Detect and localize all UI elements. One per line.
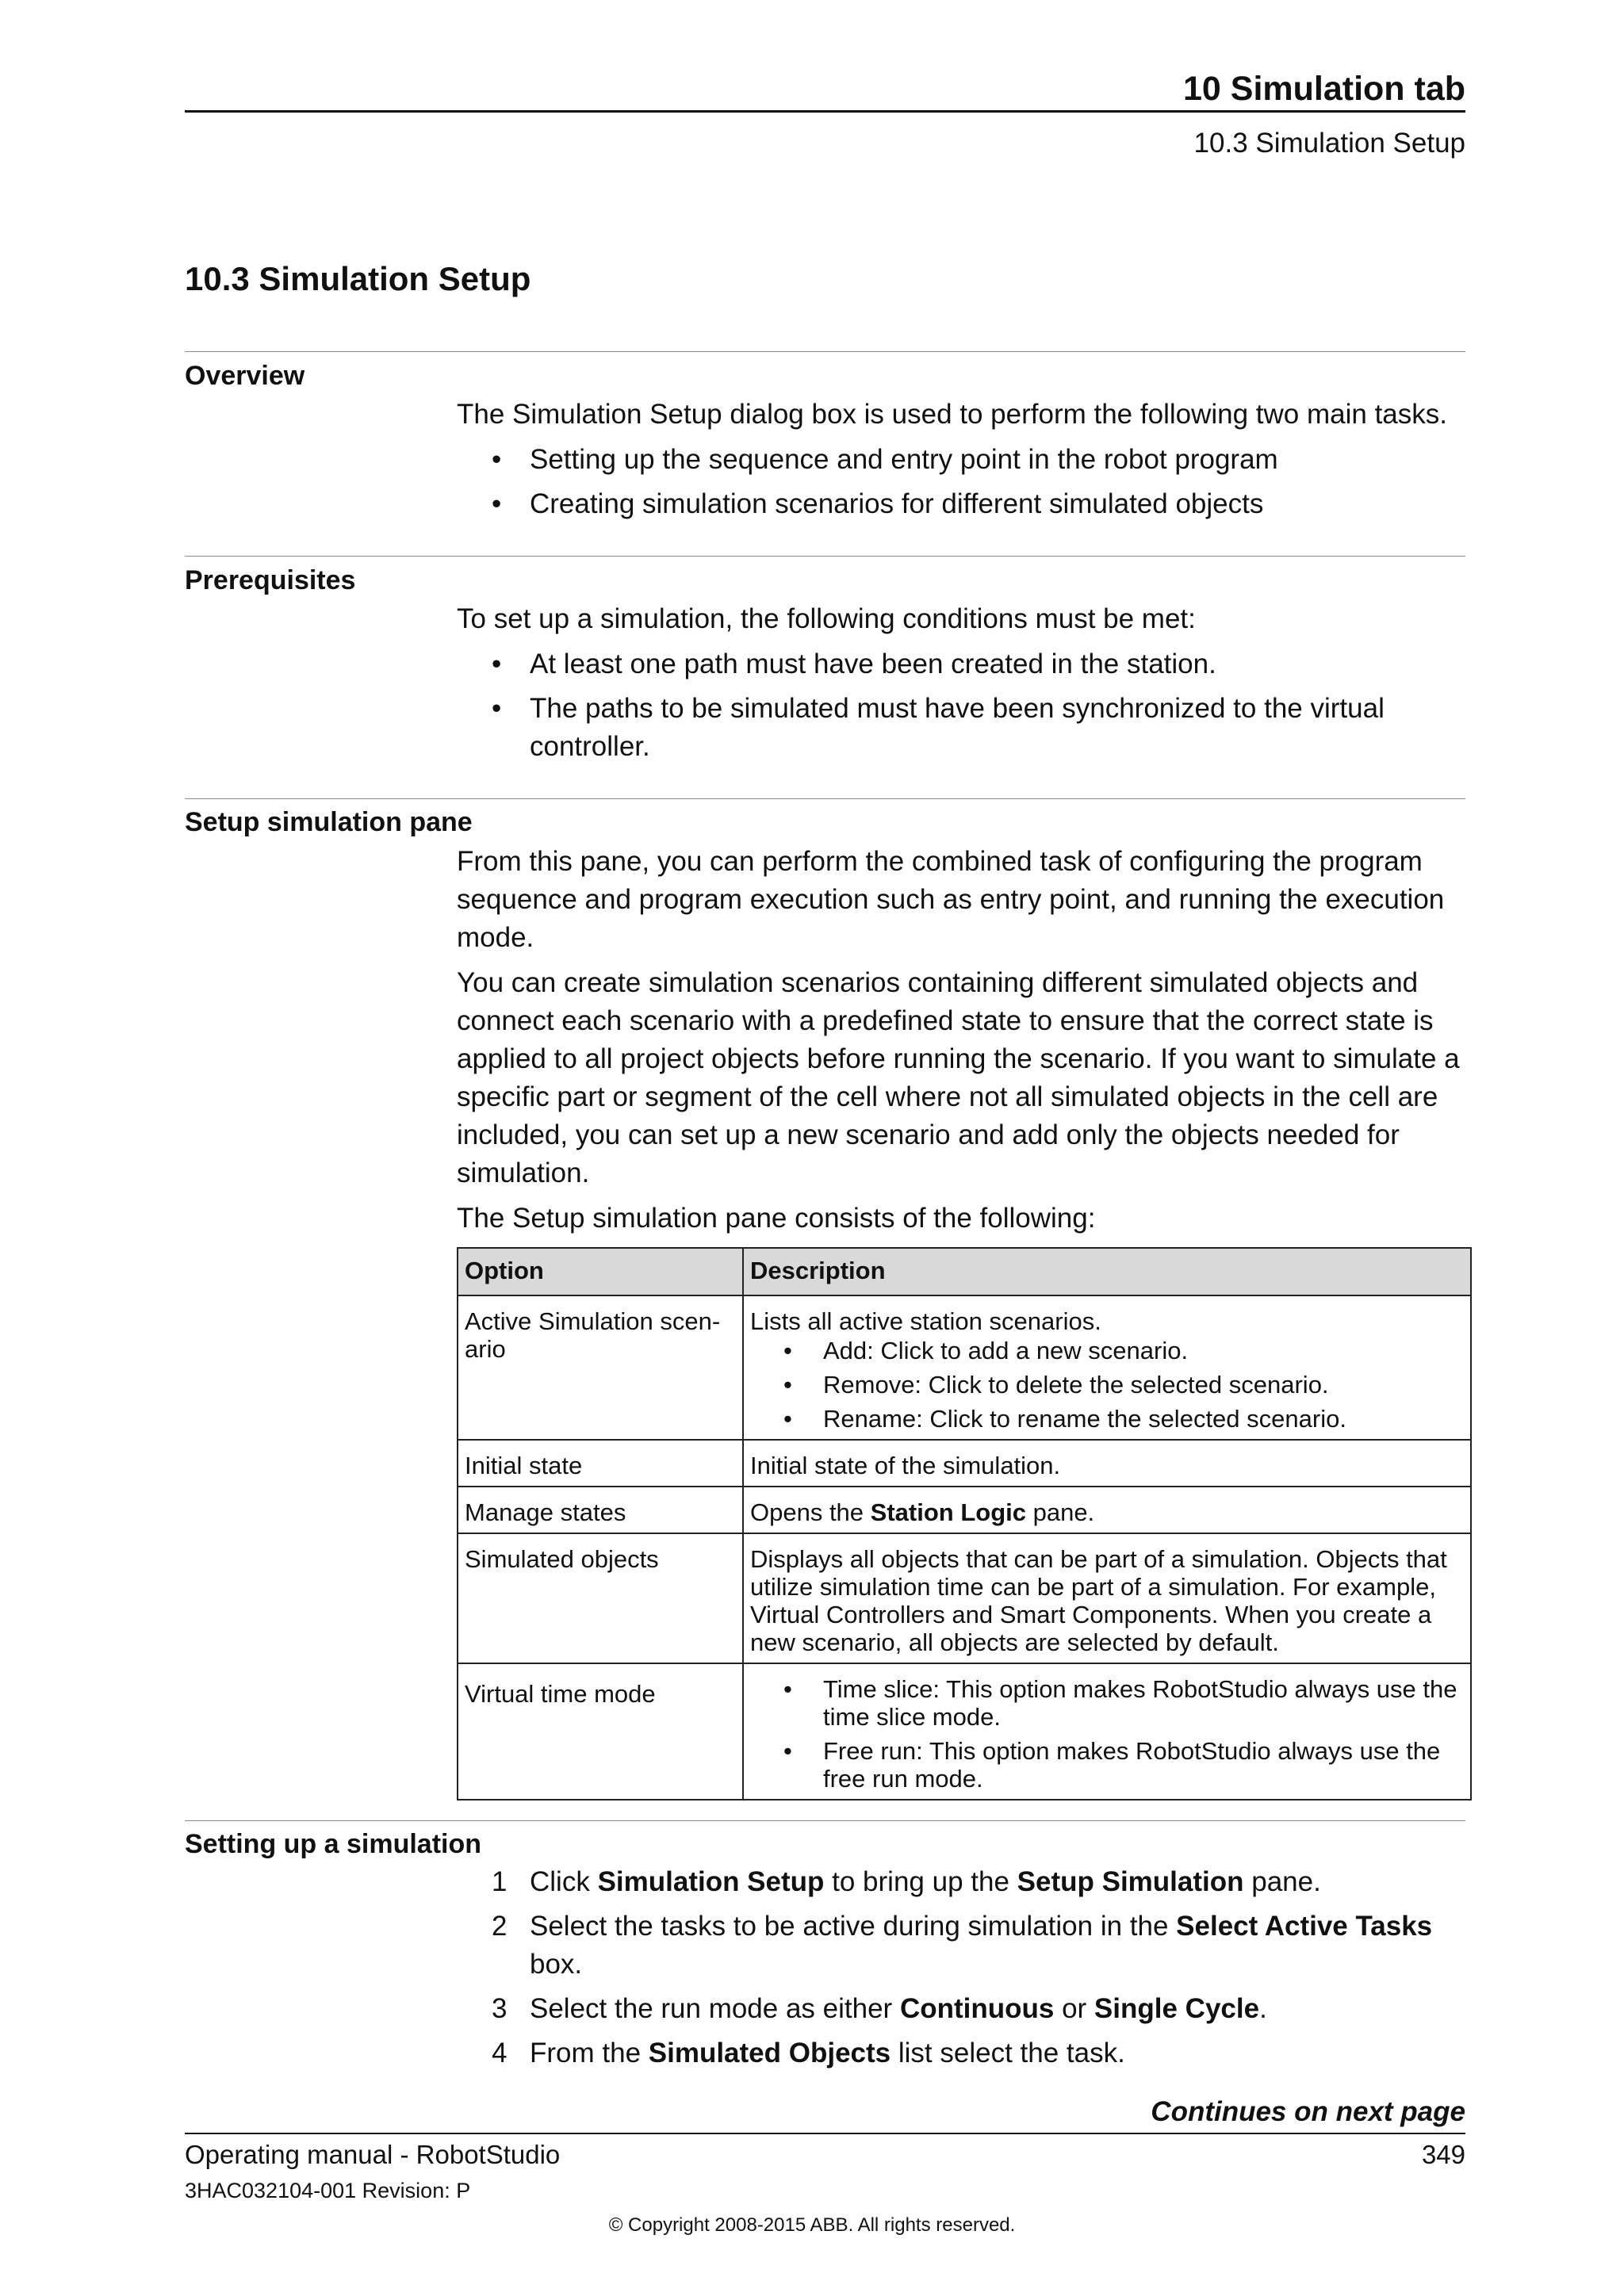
description-cell (743, 1663, 1471, 1800)
step-number: 1 (492, 1866, 508, 1897)
list-item: • Free run: This option makes RobotStudio always use the free run mode. (783, 1737, 1441, 1793)
option-cell: Manage states (458, 1487, 743, 1533)
prerequisites-label: Prerequisites (185, 565, 356, 595)
description-cell: Lists all active station scenarios. • Add: Click to add a new scenario. • Remove: Click to delete the selected scenario. • Rename: Click to rename the selected scenario. (743, 1295, 1471, 1440)
list-item: • Time slice: This option makes RobotStudio always use the time slice mode. (783, 1675, 1457, 1731)
prerequisites-bullet: • The paths to be simulated must have been synchronized to the virtual controller. (492, 690, 1427, 766)
list-item: • Add: Click to add a new scenario. (783, 1337, 1189, 1364)
setup-pane-paragraph: The Setup simulation pane consists of the following: (457, 1203, 1096, 1234)
table-header-row (458, 1248, 1471, 1295)
option-cell: Virtual time mode (458, 1663, 743, 1800)
table-row (458, 1440, 1471, 1487)
overview-intro: The Simulation Setup dialog box is used to perform the following two main tasks. (457, 399, 1447, 430)
options-table (457, 1247, 1472, 1800)
step-item: 4 From the Simulated Objects list select the task. (492, 2034, 1467, 2072)
description-cell: Opens the Station Logic pane. (743, 1487, 1471, 1533)
option-cell: Active Simulation scen-ario (458, 1295, 743, 1440)
bullet-icon: • (783, 1675, 792, 1703)
description-cell: Initial state of the simulation. (743, 1440, 1471, 1487)
step-number: 4 (492, 2038, 508, 2068)
prerequisites-bullet: • At least one path must have been created in the station. (492, 645, 1467, 683)
bullet-icon: • (492, 488, 502, 519)
table-row (458, 1533, 1471, 1663)
option-cell: Simulated objects (458, 1533, 743, 1663)
overview-bullet: • Creating simulation scenarios for different simulated objects (492, 485, 1467, 523)
step-item: 3 Select the run mode as either Continuous or Single Cycle. (492, 1990, 1467, 2028)
step-item: 2 Select the tasks to be active during simulation in the Select Active Tasks box. (492, 1908, 1467, 1984)
setup-pane-paragraph: From this pane, you can perform the combined task of configuring the program sequence and program execution such as entry point, and running the execution mode. (457, 846, 1445, 953)
option-cell: Initial state (458, 1440, 743, 1487)
setup-pane-paragraph: You can create simulation scenarios containing different simulated objects and connect each scenario with a predefined state to ensure that the correct state is applied to all project objects before running the scenario. If you want to simulate a specific part or segment of the cell where not all simulated objects in the cell are included, you can set up a new scenario and add only the objects needed for simulation. (457, 967, 1460, 1188)
bullet-icon: • (783, 1371, 792, 1399)
table-row (458, 1487, 1471, 1533)
list-item: • Rename: Click to rename the selected scenario. (783, 1405, 1346, 1433)
page-number: 349 (1421, 2140, 1465, 2169)
option-column-header: Option (458, 1248, 743, 1295)
document-id: 3HAC032104-001 Revision: P (185, 2179, 471, 2202)
overview-divider (185, 351, 1465, 352)
description-column-header: Description (743, 1248, 1471, 1295)
prerequisites-intro: To set up a simulation, the following conditions must be met: (457, 603, 1196, 634)
setting-up-label: Setting up a simulation (185, 1829, 482, 1859)
bullet-icon: • (492, 649, 502, 679)
table-row (458, 1295, 1471, 1440)
footer-manual-title: Operating manual - RobotStudio (185, 2140, 561, 2169)
table-row (458, 1663, 1471, 1800)
description-cell: Displays all objects that can be part of a simulation. Objects that utilize simulation time can be part of a simulation. For example, Virtual Controllers and Smart Components. When you create a new scenario, all objects are selected by default. (743, 1533, 1471, 1663)
prerequisites-divider (185, 556, 1465, 557)
setup-pane-divider (185, 798, 1465, 799)
bullet-icon: • (783, 1337, 792, 1364)
page-title: 10.3 Simulation Setup (185, 260, 531, 297)
step-item: 1 Click Simulation Setup to bring up the Setup Simulation pane. (492, 1863, 1467, 1901)
step-number: 2 (492, 1911, 508, 1942)
bullet-icon: • (492, 693, 502, 724)
chapter-header: 10 Simulation tab (1182, 70, 1465, 108)
footer-divider (185, 2133, 1465, 2134)
bullet-icon: • (783, 1737, 792, 1765)
continues-note: Continues on next page (1151, 2096, 1465, 2127)
overview-bullet: • Setting up the sequence and entry point in the robot program (492, 441, 1467, 479)
overview-label: Overview (185, 361, 305, 391)
setting-up-divider (185, 1820, 1465, 1821)
bullet-icon: • (783, 1405, 792, 1433)
bullet-icon: • (492, 444, 502, 475)
list-item: • Remove: Click to delete the selected scenario. (783, 1371, 1329, 1399)
copyright: © Copyright 2008-2015 ABB. All rights reserved. (608, 2214, 1016, 2236)
step-number: 3 (492, 1993, 508, 2024)
header-divider (185, 110, 1465, 113)
setup-pane-label: Setup simulation pane (185, 807, 473, 837)
section-header: 10.3 Simulation Setup (1193, 128, 1465, 159)
